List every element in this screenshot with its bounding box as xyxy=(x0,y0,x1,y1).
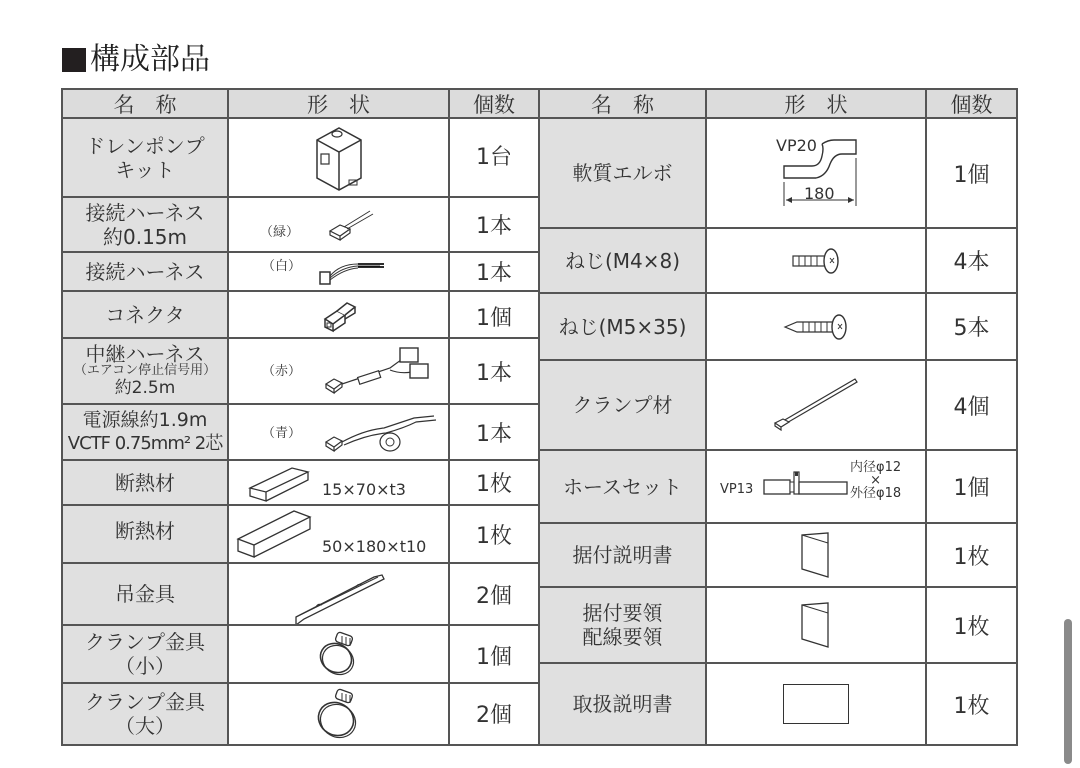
name-line: （エアコン停止信号用） xyxy=(73,363,217,378)
color-label: （白） xyxy=(262,259,302,274)
hose-clamp-large-icon xyxy=(228,683,449,745)
grid-line xyxy=(62,290,539,292)
table-row-name xyxy=(62,338,228,404)
name-line: 断熱材 xyxy=(115,519,175,543)
table-row-qty: 1個 xyxy=(449,625,539,683)
grid-line xyxy=(539,449,1018,451)
name-line: 軟質エルボ xyxy=(572,161,673,185)
table-row-qty: 5本 xyxy=(926,293,1017,360)
grid-line xyxy=(539,522,1018,524)
table-row-qty: 4本 xyxy=(926,228,1017,293)
folded-manual-icon xyxy=(706,587,926,663)
grid-line xyxy=(62,624,539,626)
grid-line xyxy=(539,227,1018,229)
table-row-name xyxy=(539,118,706,228)
table-row-qty: 4個 xyxy=(926,360,1017,450)
table-row-name xyxy=(62,505,228,563)
table-row-qty: 1個 xyxy=(926,118,1017,228)
grid-line xyxy=(61,88,63,746)
soft-elbow-icon xyxy=(706,118,926,228)
grid-line xyxy=(539,292,1018,294)
table-row-name xyxy=(539,360,706,450)
name-line: 接続ハーネス xyxy=(85,200,205,225)
table-row-qty: 1枚 xyxy=(926,587,1017,663)
header-name-right: 名 称 xyxy=(539,89,706,118)
table-row-name xyxy=(539,228,706,293)
name-line: 電源線約1.9m xyxy=(82,409,208,431)
folded-manual-icon xyxy=(706,523,926,587)
grid-line xyxy=(62,196,539,198)
name-line: 断熱材 xyxy=(115,470,175,495)
connector-icon xyxy=(228,291,449,338)
table-row-name xyxy=(539,587,706,663)
grid-line xyxy=(539,662,1018,664)
name-line: 約2.5m xyxy=(114,378,176,398)
hose-dimensions xyxy=(850,460,901,502)
name-line: 配線要領 xyxy=(582,625,663,649)
name-line: 接続ハーネス xyxy=(85,259,205,284)
name-line: VCTF 0.75mm² 2芯 xyxy=(67,433,223,454)
table-row-name xyxy=(62,404,228,460)
cable-tie-icon xyxy=(706,360,926,450)
table-row-qty: 1本 xyxy=(449,197,539,252)
grid-line xyxy=(62,459,539,461)
name-line: ねじ(M4×8) xyxy=(564,248,681,273)
table-row-qty: 1枚 xyxy=(449,460,539,505)
header-shape-left: 形 状 xyxy=(228,89,449,118)
table-row-qty: 1個 xyxy=(449,291,539,338)
table-row-qty: 1個 xyxy=(926,450,1017,523)
grid-line xyxy=(62,682,539,684)
dimension-label: 50×180×t10 xyxy=(322,537,427,556)
table-row-qty: 1本 xyxy=(449,338,539,404)
color-label: （緑） xyxy=(260,225,300,240)
relay-harness-icon xyxy=(228,338,449,404)
dimension-label: 180 xyxy=(804,184,835,203)
grid-line xyxy=(705,88,707,746)
grid-line xyxy=(539,359,1018,361)
harness-wire-icon xyxy=(228,252,449,291)
screw-short-icon xyxy=(706,228,926,293)
table-row-name xyxy=(62,563,228,625)
name-line: キット xyxy=(115,157,175,182)
name-line: 約0.15m xyxy=(102,224,187,249)
section-title-text: 構成部品 xyxy=(90,42,210,77)
table-row-qty: 1本 xyxy=(449,404,539,460)
name-line: ホースセット xyxy=(563,474,682,499)
grid-line xyxy=(448,88,450,746)
section-title xyxy=(62,40,210,80)
name-line: コネクタ xyxy=(105,302,185,327)
grid-line xyxy=(62,117,1018,119)
name-line: 取扱説明書 xyxy=(572,692,673,716)
pipe-size-label: VP20 xyxy=(776,136,817,155)
grid-line xyxy=(62,562,539,564)
dimension-label: 15×70×t3 xyxy=(322,480,406,499)
table-row-qty: 2個 xyxy=(449,683,539,745)
sheet-rect xyxy=(783,684,849,724)
table-row-name xyxy=(62,197,228,252)
table-row-name xyxy=(62,625,228,683)
color-label: （青） xyxy=(262,426,302,441)
name-line: （小） xyxy=(115,654,175,678)
grid-line xyxy=(1016,88,1018,746)
hose-set-icon xyxy=(706,450,926,523)
grid-line xyxy=(62,251,539,253)
table-row-name xyxy=(539,450,706,523)
table-row-qty: 2個 xyxy=(449,563,539,625)
name-line: 中継ハーネス xyxy=(85,342,205,366)
grid-line xyxy=(227,88,229,746)
power-cord-icon xyxy=(228,404,449,460)
name-line: 据付要領 xyxy=(582,601,663,625)
header-name-left: 名 称 xyxy=(62,89,228,118)
insulation-large-icon xyxy=(228,505,449,563)
grid-line xyxy=(539,586,1018,588)
table-row-name xyxy=(62,460,228,505)
table-row-name xyxy=(62,252,228,291)
grid-line xyxy=(62,337,539,339)
name-line: クランプ金具 xyxy=(85,630,205,654)
table-row-name xyxy=(62,683,228,745)
grid-line xyxy=(925,88,927,746)
hose-clamp-small-icon xyxy=(228,625,449,683)
header-qty-left: 個数 xyxy=(449,89,539,118)
table-row-name xyxy=(539,523,706,587)
name-line: （大） xyxy=(115,714,175,738)
inner-diameter-label: 内径φ12 xyxy=(850,460,902,475)
table-row-qty: 1枚 xyxy=(926,663,1017,745)
table-row-name xyxy=(539,293,706,360)
hanging-bracket-icon xyxy=(228,563,449,625)
table-row-qty: 1本 xyxy=(449,252,539,291)
grid-line xyxy=(62,88,1018,90)
black-square-icon xyxy=(62,48,86,72)
name-line: ねじ(M5×35) xyxy=(558,314,687,339)
table-row-name xyxy=(62,291,228,338)
name-line: 吊金具 xyxy=(115,582,175,606)
harness-connector-icon xyxy=(228,197,449,252)
table-row-qty: 1台 xyxy=(449,118,539,197)
screw-tapping-icon xyxy=(706,293,926,360)
grid-line xyxy=(62,403,539,405)
table-row-qty: 1枚 xyxy=(926,523,1017,587)
name-line: クランプ材 xyxy=(572,393,673,417)
pipe-size-label: VP13 xyxy=(720,482,754,497)
name-line: ドレンポンプ xyxy=(85,133,205,158)
grid-line xyxy=(62,744,1018,746)
vertical-scrollbar[interactable] xyxy=(1064,619,1072,764)
drain-pump-icon xyxy=(228,118,449,197)
times-sign: × xyxy=(870,473,882,488)
name-line: クランプ金具 xyxy=(85,690,205,714)
name-line: 据付説明書 xyxy=(572,543,673,567)
manual-sheet-icon xyxy=(706,663,926,745)
outer-diameter-label: 外径φ18 xyxy=(850,486,902,501)
header-shape-right: 形 状 xyxy=(706,89,926,118)
color-label: （赤） xyxy=(262,364,302,379)
grid-line xyxy=(62,504,539,506)
table-row-name xyxy=(62,118,228,197)
grid-line xyxy=(538,88,540,746)
insulation-small-icon xyxy=(228,460,449,505)
header-qty-right: 個数 xyxy=(926,89,1017,118)
table-row-qty: 1枚 xyxy=(449,505,539,563)
table-row-name xyxy=(539,663,706,745)
